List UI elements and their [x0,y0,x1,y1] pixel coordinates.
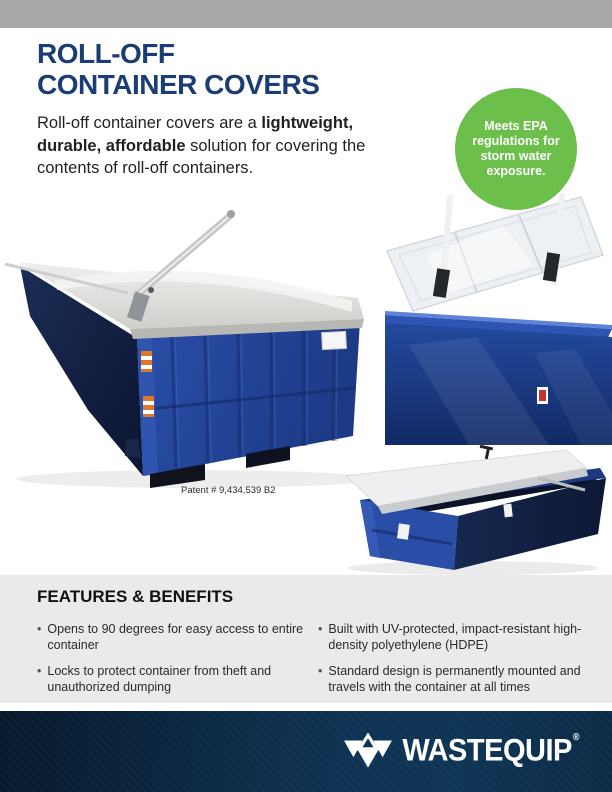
feature-item [37,622,312,653]
photo-cover-open [385,193,612,445]
features-section [0,575,612,703]
feature-text: Opens to 90 degrees for easy access to entire container [47,622,304,652]
page-title-line2: CONTAINER COVERS [37,69,320,100]
intro-paragraph [37,112,385,180]
wastequip-logo [344,733,578,771]
wastequip-w-icon [344,733,392,771]
feature-text: Standard design is permanently mounted and travels with the container at all times [328,664,581,694]
registered-mark: ® [572,731,579,743]
bullet-icon: • [318,664,323,678]
footer-bar [0,711,612,792]
bullet-icon: • [318,622,323,636]
intro-text-bold: lightweight, durable, affordable [37,114,354,155]
feature-text: Locks to protect container from theft and unauthorized dumping [47,664,272,694]
bullet-icon: • [37,664,42,678]
epa-badge-text: Meets EPA regulations for storm water exposure. [472,119,560,178]
feature-text: Built with UV-protected, impact-resistant high-density polyethylene (HDPE) [328,622,582,652]
features-heading: FEATURES & BENEFITS [37,587,234,606]
photo-cover-partially-open [338,438,612,578]
features-column-left [37,622,312,706]
features-column-right [318,622,600,706]
page-title [37,38,457,100]
intro-text-normal-2: solution for covering the contents of roll-off containers. [37,136,366,177]
photo-cover-closed [0,198,395,493]
intro-text-normal: Roll-off container covers are a [37,114,262,132]
feature-item [37,664,312,695]
bullet-icon: • [37,622,42,636]
brand-name: WASTEQUIP [402,733,572,769]
epa-badge [455,88,577,210]
patent-number: Patent # 9,434,539 B2 [181,485,276,496]
page-title-line1: ROLL-OFF [37,38,175,69]
top-gray-bar [0,0,612,28]
feature-item [318,622,600,653]
feature-item [318,664,600,695]
wastequip-wordmark [402,731,579,770]
